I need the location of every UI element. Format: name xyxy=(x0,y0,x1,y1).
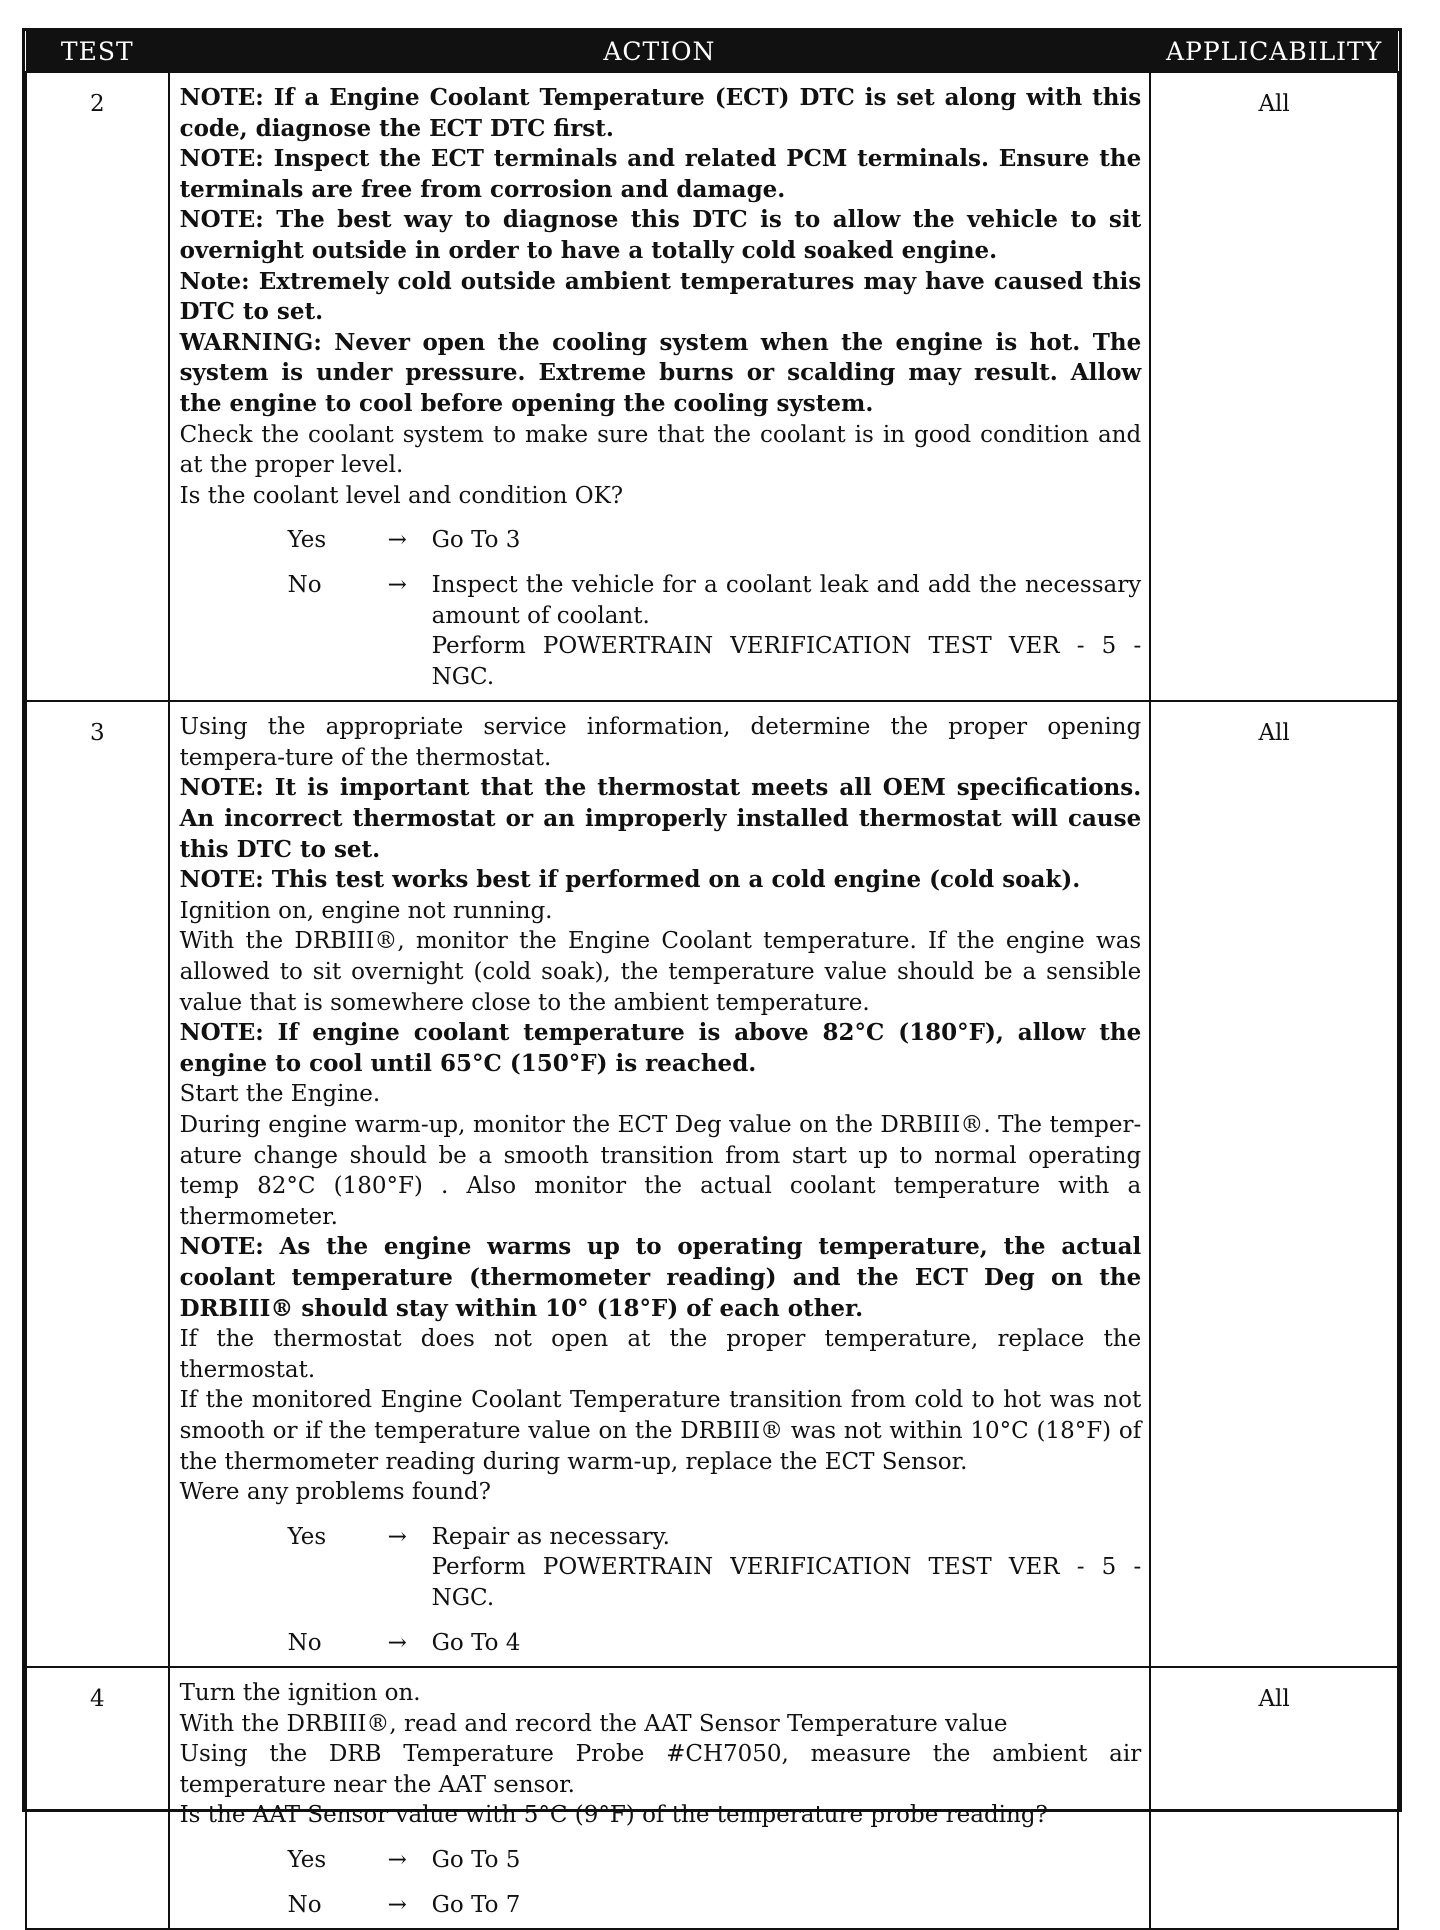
arrow-icon: → xyxy=(387,571,407,598)
result-line: Go To 5 xyxy=(431,1847,521,1874)
test-number: 4 xyxy=(26,1667,169,1929)
instruction-line: Using the appropriate service information, determine the proper opening tempera-ture of the thermostat. xyxy=(179,714,1142,771)
note-line: NOTE: The best way to diagnose this DTC is to allow the vehicle to sit overnight outside in order to have a totally cold soaked engine. xyxy=(179,206,1142,264)
test-number: 2 xyxy=(26,72,169,701)
header-row xyxy=(26,31,1398,72)
no-result xyxy=(432,570,1142,692)
result-line: Go To 4 xyxy=(431,1629,521,1656)
no-choice xyxy=(180,1628,1142,1659)
instruction-line: During engine warm-up, monitor the ECT Deg value on the DRBIII®. The temper-ature change should be a smooth transition from start up to normal operating temp 82°C (180°F) . Also monitor the actual coolant temperature with a thermometer. xyxy=(179,1112,1142,1230)
test-row-3 xyxy=(26,701,1398,1667)
arrow-icon: → xyxy=(387,1891,407,1918)
note-line: NOTE: Inspect the ECT terminals and related PCM terminals. Ensure the terminals are free from corrosion and damage. xyxy=(179,145,1142,203)
no-label: No xyxy=(287,571,322,598)
applicability-cell: All xyxy=(1150,72,1398,701)
header-test: TEST xyxy=(26,31,169,72)
no-label: No xyxy=(287,1629,322,1656)
result-line: Repair as necessary. xyxy=(431,1523,670,1550)
no-choice xyxy=(180,1890,1142,1921)
instruction-line: Turn the ignition on. xyxy=(179,1680,421,1707)
yes-label: Yes xyxy=(287,1523,327,1550)
instruction-line: If the thermostat does not open at the proper temperature, replace the thermostat. xyxy=(179,1326,1142,1383)
instruction-line: If the monitored Engine Coolant Temperature transition from cold to hot was not smooth or if the temperature value on the DRBIII® was not within 10°C (18°F) of the thermometer reading during warm-up, replace the ECT Sensor. xyxy=(179,1387,1142,1475)
test-row-4 xyxy=(26,1667,1398,1929)
yes-choice xyxy=(180,1845,1142,1876)
applicability-cell: All xyxy=(1150,1667,1398,1929)
note-line: Note: Extremely cold outside ambient temperatures may have caused this DTC to set. xyxy=(179,267,1142,326)
yes-choice xyxy=(180,1522,1142,1614)
instruction-line: With the DRBIII®, read and record the AAT Sensor Temperature value xyxy=(179,1710,1008,1737)
result-line: Go To 3 xyxy=(431,527,521,554)
no-result xyxy=(432,1890,1142,1921)
test-row-2 xyxy=(26,72,1398,701)
no-choice xyxy=(180,570,1142,692)
question-line: Were any problems found? xyxy=(179,1479,491,1506)
diagnostic-table-sheet xyxy=(22,28,1402,1918)
header-applicability: APPLICABILITY xyxy=(1150,31,1398,72)
question-line: Is the AAT Sensor value with 5°C (9°F) of the temperature probe reading? xyxy=(179,1802,1048,1829)
diagnostic-table xyxy=(25,31,1399,1930)
instruction-line: Start the Engine. xyxy=(179,1081,381,1108)
yes-result xyxy=(432,1845,1142,1876)
instruction-line: Check the coolant system to make sure that the coolant is in good condition and at the proper level. xyxy=(179,421,1142,479)
yes-choice xyxy=(180,525,1142,556)
result-line: Perform POWERTRAIN VERIFICATION TEST VER - 5 - NGC. xyxy=(431,633,1142,690)
no-result xyxy=(432,1628,1142,1659)
instruction-line: With the DRBIII®, monitor the Engine Coolant temperature. If the engine was allowed to sit overnight (cold soak), the temperature value should be a sensible value that is somewhere close to the ambient temperature. xyxy=(179,928,1142,1016)
result-line: Inspect the vehicle for a coolant leak and add the necessary amount of coolant. xyxy=(431,571,1142,629)
arrow-icon: → xyxy=(387,1847,407,1874)
result-line: Go To 7 xyxy=(431,1891,521,1918)
header-action: ACTION xyxy=(169,31,1151,72)
no-label: No xyxy=(287,1891,322,1918)
yes-label: Yes xyxy=(287,1847,327,1874)
yes-result xyxy=(432,1522,1142,1614)
warning-line: WARNING: Never open the cooling system when the engine is hot. The system is under pressure. Extreme burns or scalding may result. Allow the engine to cool before opening the cooling system. xyxy=(179,328,1142,417)
note-line: NOTE: It is important that the thermostat meets all OEM specifications. An incorrect thermostat or an improperly installed thermostat will cause this DTC to set. xyxy=(179,774,1142,863)
yes-label: Yes xyxy=(287,527,327,554)
instruction-line: Ignition on, engine not running. xyxy=(179,897,553,924)
instruction-line: Using the DRB Temperature Probe #CH7050, measure the ambient air temperature near the AAT sensor. xyxy=(179,1741,1142,1798)
arrow-icon: → xyxy=(387,1629,407,1656)
note-line: NOTE: This test works best if performed on a cold engine (cold soak). xyxy=(179,866,1081,894)
choices xyxy=(180,525,1142,692)
arrow-icon: → xyxy=(387,1523,407,1550)
result-line: Perform POWERTRAIN VERIFICATION TEST VER - 5 - NGC. xyxy=(431,1554,1142,1611)
action-cell xyxy=(169,701,1151,1667)
arrow-icon: → xyxy=(387,527,407,554)
choices xyxy=(180,1522,1142,1658)
yes-result xyxy=(432,525,1142,556)
note-line: NOTE: As the engine warms up to operating temperature, the actual coolant temperature (thermometer reading) and the ECT Deg on the DRBIII® should stay within 10° (18°F) of each other. xyxy=(179,1233,1142,1322)
test-number: 3 xyxy=(26,701,169,1667)
applicability-cell: All xyxy=(1150,701,1398,1667)
question-line: Is the coolant level and condition OK? xyxy=(179,482,624,509)
note-line: NOTE: If engine coolant temperature is above 82°C (180°F), allow the engine to cool until 65°C (150°F) is reached. xyxy=(179,1019,1142,1077)
note-line: NOTE: If a Engine Coolant Temperature (ECT) DTC is set along with this code, diagnose the ECT DTC first. xyxy=(179,84,1142,142)
choices xyxy=(180,1845,1142,1920)
action-cell xyxy=(169,1667,1151,1929)
action-cell xyxy=(169,72,1151,701)
